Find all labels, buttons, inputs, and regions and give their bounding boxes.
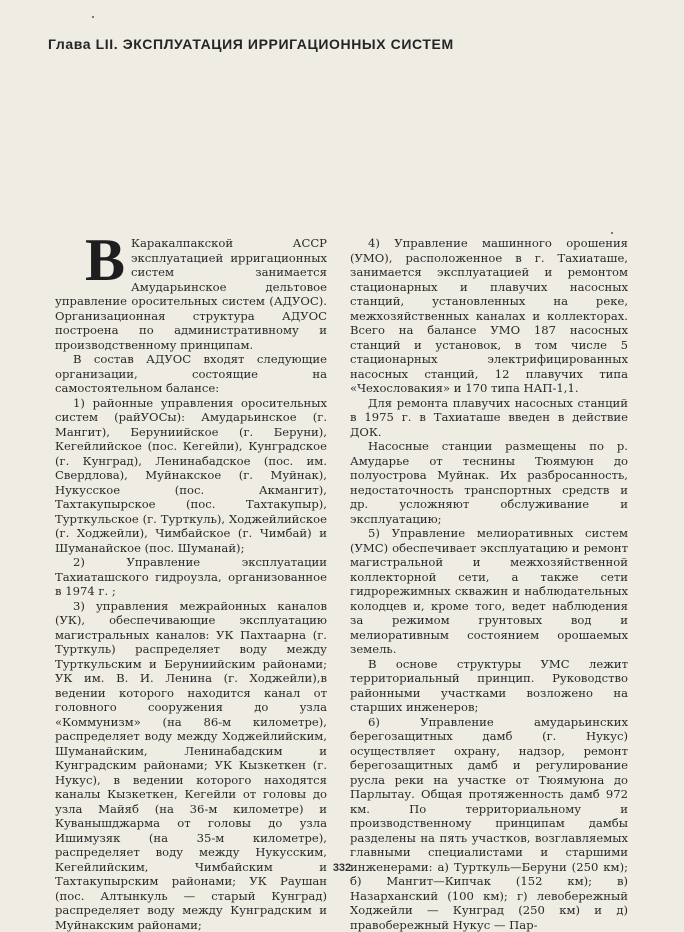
paragraph: В основе структуры УМС лежит территориальный принцип. Руководство районными участками возложено на старших инженеров; <box>350 657 628 715</box>
paragraph: 1) районные управления оросительных систем (райУОСы): Амударьинское (г. Мангит), Беруниийское (г. Беруни), Кегейлийское (пос. Кегейли), Кунградское (г. Кунград), Ленинабадское (пос. им. Свердлова), Муйнакское (г. Муйнак), Нукусское (пос. Акмангит), Тахтакупырское (пос. Тахтакупыр), Турткульское (г. Турткуль), Ходжейлийское (г. Ходжейли), Чимбайское (г. Чимбай) и Шуманайское (пос. Шуманай); <box>55 396 327 556</box>
paragraph: В состав АДУОС входят следующие организации, состоящие на самостоятельном балансе: <box>55 352 327 396</box>
left-column <box>55 236 327 932</box>
page-number: 332 <box>0 862 684 874</box>
right-column <box>350 236 628 932</box>
paragraph: 4) Управление машинного орошения (УМО), расположенное в г. Тахиаташе, занимается эксплуатацией и ремонтом стационарных и плавучих насосных станций, установленных на реке, межхозяйственных каналах и коллекторах. Всего на балансе УМО 187 насосных станций и установок, в том числе 5 стационарных электрифицированных насосных станций, 12 плавучих типа «Чехословакия» и 170 типа НАП-1,1. <box>350 236 628 396</box>
drop-cap: В <box>85 238 125 282</box>
paragraph: Каракалпакской АССР эксплуатацией ирригационных систем занимается Амударьинское дельтовое управление оросительных систем (АДУОС). Организационная структура АДУОС построена по административному и производственному принципам. <box>55 236 327 352</box>
paragraph: 5) Управление мелиоративных систем (УМС) обеспечивает эксплуатацию и ремонт магистральной и межхозяйственной коллекторной сети, а также сети гидрорежимных скважин и наблюдательных колодцев и, кроме того, ведет наблюдения за режимом грунтовых вод и мелиоративным состоянием орошаемых земель. <box>350 526 628 657</box>
chapter-header: Глава LII. ЭКСПЛУАТАЦИЯ ИРРИГАЦИОННЫХ СИСТЕМ <box>48 36 638 52</box>
paragraph: 6) Управление амударьинских берегозащитных дамб (г. Нукус) осуществляет охрану, надзор, ремонт берегозащитных дамб и регулирование русла реки на участке от Тюямуюна до Парлытау. Общая протяженность дамб 972 км. По территориальному и производственному принципам дамбы разделены на пять участков, возглавляемых главными специалистами и старшими инженерами: а) Турткуль—Беруни (250 км); б) Мангит—Кипчак (152 км); в) Назарханский (100 км); г) левобережный Ходжейли — Кунград (250 км) и д) правобережный Нукус — Пар- <box>350 715 628 932</box>
paragraph: 3) управления межрайонных каналов (УК), обеспечивающие эксплуатацию магистральных каналов: УК Пахтаарна (г. Турткуль) распределяет воду между Турткульским и Беруниийским районами; УК им. В. И. Ленина (г. Ходжейли),в ведении которого находится канал от головного сооружения до узла «Коммунизм» (на 86-м километре), распределяет воду между Ходжейлийским, Шуманайским, Ленинабадским и Кунградским районами; УК Кызкеткен (г. Нукус), в ведении которого находятся каналы Кызкеткен, Кегейли от головы до узла Майяб (на 36-м километре) и Куванышджарма от головы до узла Ишимузяк (на 35-м километре), распределяет воду между Нукусским, Кегейлийским, Чимбайским и Тахтакупырским районами; УК Раушан (пос. Алтынкуль — старый Кунград) распределяет воду между Кунградским и Муйнакским районами; <box>55 599 327 932</box>
paragraph: 2) Управление эксплуатации Тахиаташского гидроузла, организованное в 1974 г. ; <box>55 555 327 599</box>
paragraph: Насосные станции размещены по р. Амударье от теснины Тюямуюн до полуострова Муйнак. Их разбросанность, недостаточность транспортных средств и др. усложняют обслуживание и эксплуатацию; <box>350 439 628 526</box>
paragraph: Для ремонта плавучих насосных станций в 1975 г. в Тахиаташе введен в действие ДОК. <box>350 396 628 440</box>
paper-speck <box>611 232 613 234</box>
paper-speck <box>92 16 94 18</box>
